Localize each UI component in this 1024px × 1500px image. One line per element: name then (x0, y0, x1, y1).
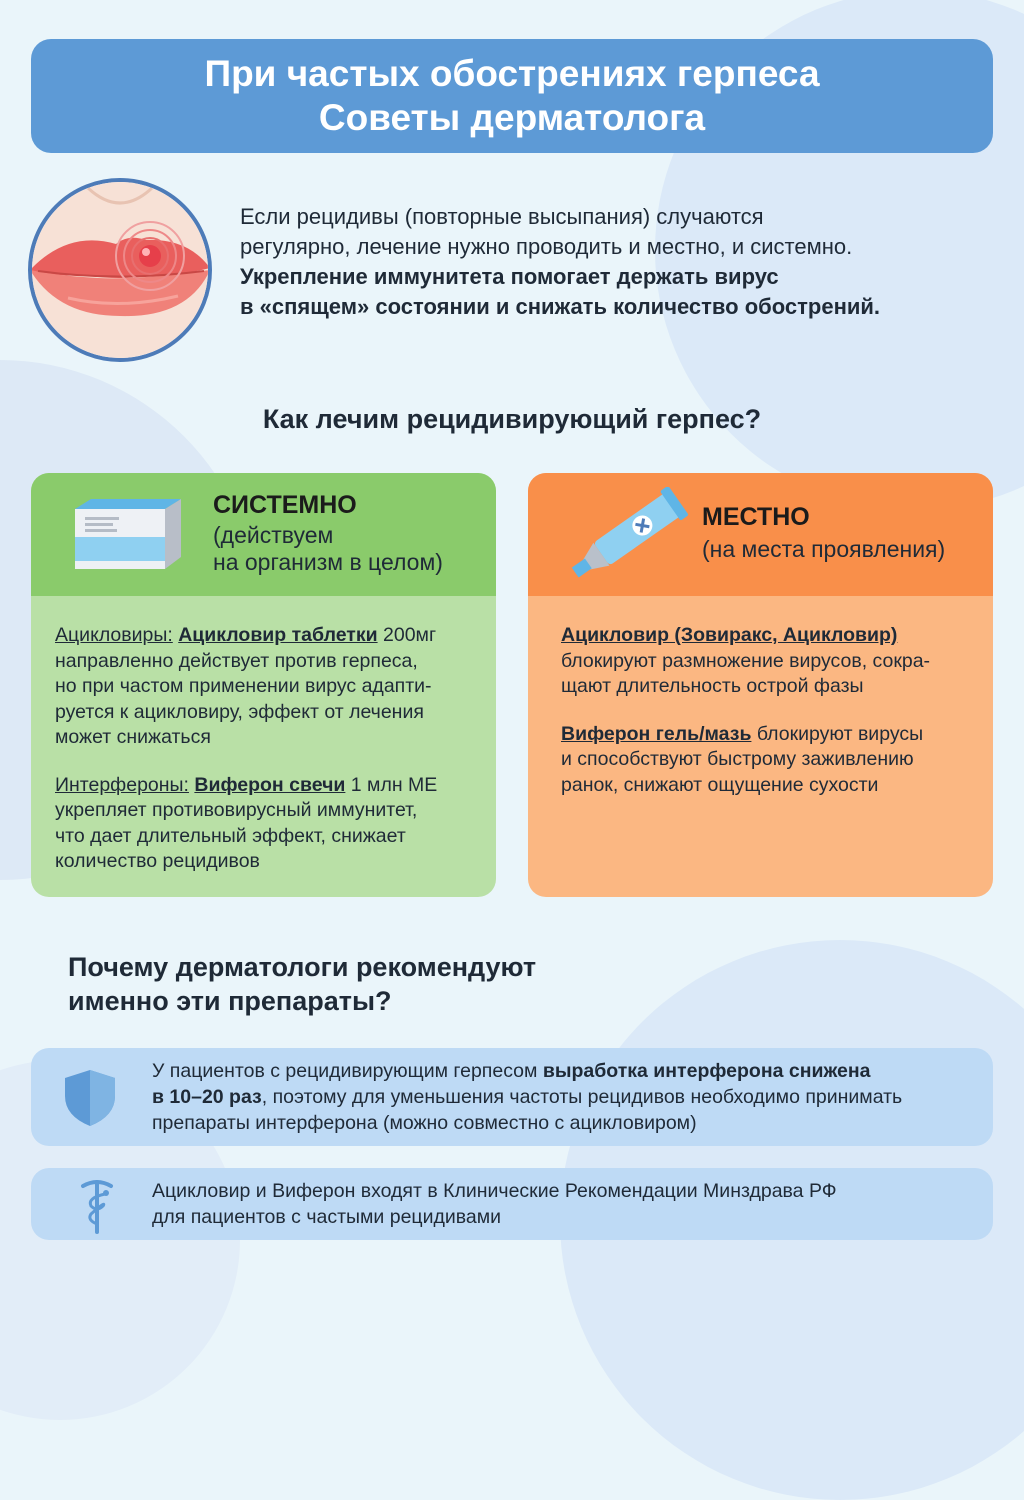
treatment-section-title: Как лечим рецидивирующий герпес? (262, 404, 762, 434)
interferon-info-box (31, 1048, 993, 1146)
local-card-body (561, 623, 971, 820)
guidelines-info-line1: Ацикловир и Виферон входят в Клинические Рекомендации Минздрава РФ (152, 1180, 837, 1202)
guidelines-info-line2: для пациентов с частыми рецидивами (152, 1206, 502, 1228)
caduceus-icon (77, 1176, 117, 1234)
guidelines-info-box (31, 1168, 993, 1240)
systemic-card-body (55, 623, 475, 897)
interferon-info-pre: У пациентов с рецидивирующим герпесом (152, 1060, 538, 1082)
viferon-gel-text: и способствуют быстрому заживлению (561, 748, 914, 770)
local-treatment-card (528, 473, 993, 897)
viferon-gel-text: ранок, снижают ощущение сухости (561, 773, 879, 796)
local-card-header (528, 473, 993, 596)
page-header (31, 39, 993, 153)
viferon-suppositories-text: укрепляет противовирусный иммунитет, (55, 799, 418, 821)
intro-line2: регулярно, лечение нужно проводить и местно, и системно. (240, 234, 853, 259)
local-title: МЕСТНО (702, 503, 810, 531)
why-title-line2: именно эти препараты? (68, 986, 392, 1016)
interferon-info-bold: выработка интерферона снижена (542, 1060, 871, 1082)
viferon-suppositories-paragraph (55, 773, 475, 875)
intro-bold-line2: в «спящем» состоянии и снижать количество обострений. (240, 294, 881, 319)
acyclovir-tablets-text: направленно действует против герпеса, (55, 649, 418, 672)
interferon-info-bold: в 10–20 раз (152, 1086, 262, 1108)
acyclovir-tablets-text: но при частом применении вирус адапти- (55, 675, 432, 697)
acyclovir-cream-name: Ацикловир (Зовиракс, Ацикловир) (561, 624, 898, 646)
acyclovir-tablets-name: Ацикловир таблетки (178, 624, 378, 646)
systemic-subtitle-line2: на организм в целом) (213, 549, 443, 575)
acyclovir-cream-text: блокируют размножение вирусов, сокра- (561, 649, 931, 672)
interferon-info-text (152, 1058, 972, 1136)
guidelines-info-text (152, 1178, 952, 1230)
acyclovirs-category: Ацикловиры: (55, 624, 173, 646)
systemic-subtitle-line1: (действуем (213, 522, 334, 548)
viferon-suppositories-dose: 1 млн МЕ (350, 773, 438, 796)
intro-bold-line1: Укрепление иммунитета помогает держать вирус (240, 264, 779, 289)
acyclovir-tablets-text: может снижаться (55, 726, 211, 748)
acyclovir-tablets-dose: 200мг (383, 624, 437, 646)
viferon-suppositories-text: количество рецидивов (55, 850, 260, 872)
herpes-lip-illustration (28, 178, 212, 362)
intro-text (240, 202, 980, 322)
intro-line1: Если рецидивы (повторные высыпания) случаются (240, 204, 764, 229)
acyclovir-cream-paragraph (561, 623, 971, 700)
header-title-line2: Советы дерматолога (318, 97, 706, 138)
local-subtitle: (на места проявления) (702, 536, 946, 562)
acyclovir-tablets-text: руется к ацикловиру, эффект от лечения (55, 700, 424, 723)
viferon-suppositories-text: что дает длительный эффект, снижает (55, 824, 406, 847)
viferon-gel-paragraph (561, 722, 971, 799)
systemic-card-header (31, 473, 496, 596)
viferon-suppositories-name: Виферон свечи (194, 773, 346, 796)
header-title-line1: При частых обострениях герпеса (204, 53, 820, 94)
systemic-treatment-card (31, 473, 496, 897)
interferons-category: Интерфероны: (55, 773, 189, 796)
acyclovir-cream-text: щают длительность острой фазы (561, 675, 864, 697)
pill-box-icon (67, 495, 187, 575)
systemic-title: СИСТЕМНО (213, 491, 357, 519)
interferon-info-rest: , поэтому для уменьшения частоты рецидивов необходимо принимать (261, 1086, 903, 1108)
why-section-title (68, 950, 768, 1018)
viferon-gel-text: блокируют вирусы (756, 722, 924, 745)
viferon-gel-name: Виферон гель/мазь (561, 722, 752, 745)
shield-icon (63, 1068, 117, 1128)
acyclovir-tablets-paragraph (55, 623, 475, 751)
interferon-info-line3: препараты интерферона (можно совместно с ацикловиром) (152, 1112, 697, 1134)
why-title-line1: Почему дерматологи рекомендуют (68, 952, 537, 982)
ointment-tube-icon (556, 487, 696, 587)
